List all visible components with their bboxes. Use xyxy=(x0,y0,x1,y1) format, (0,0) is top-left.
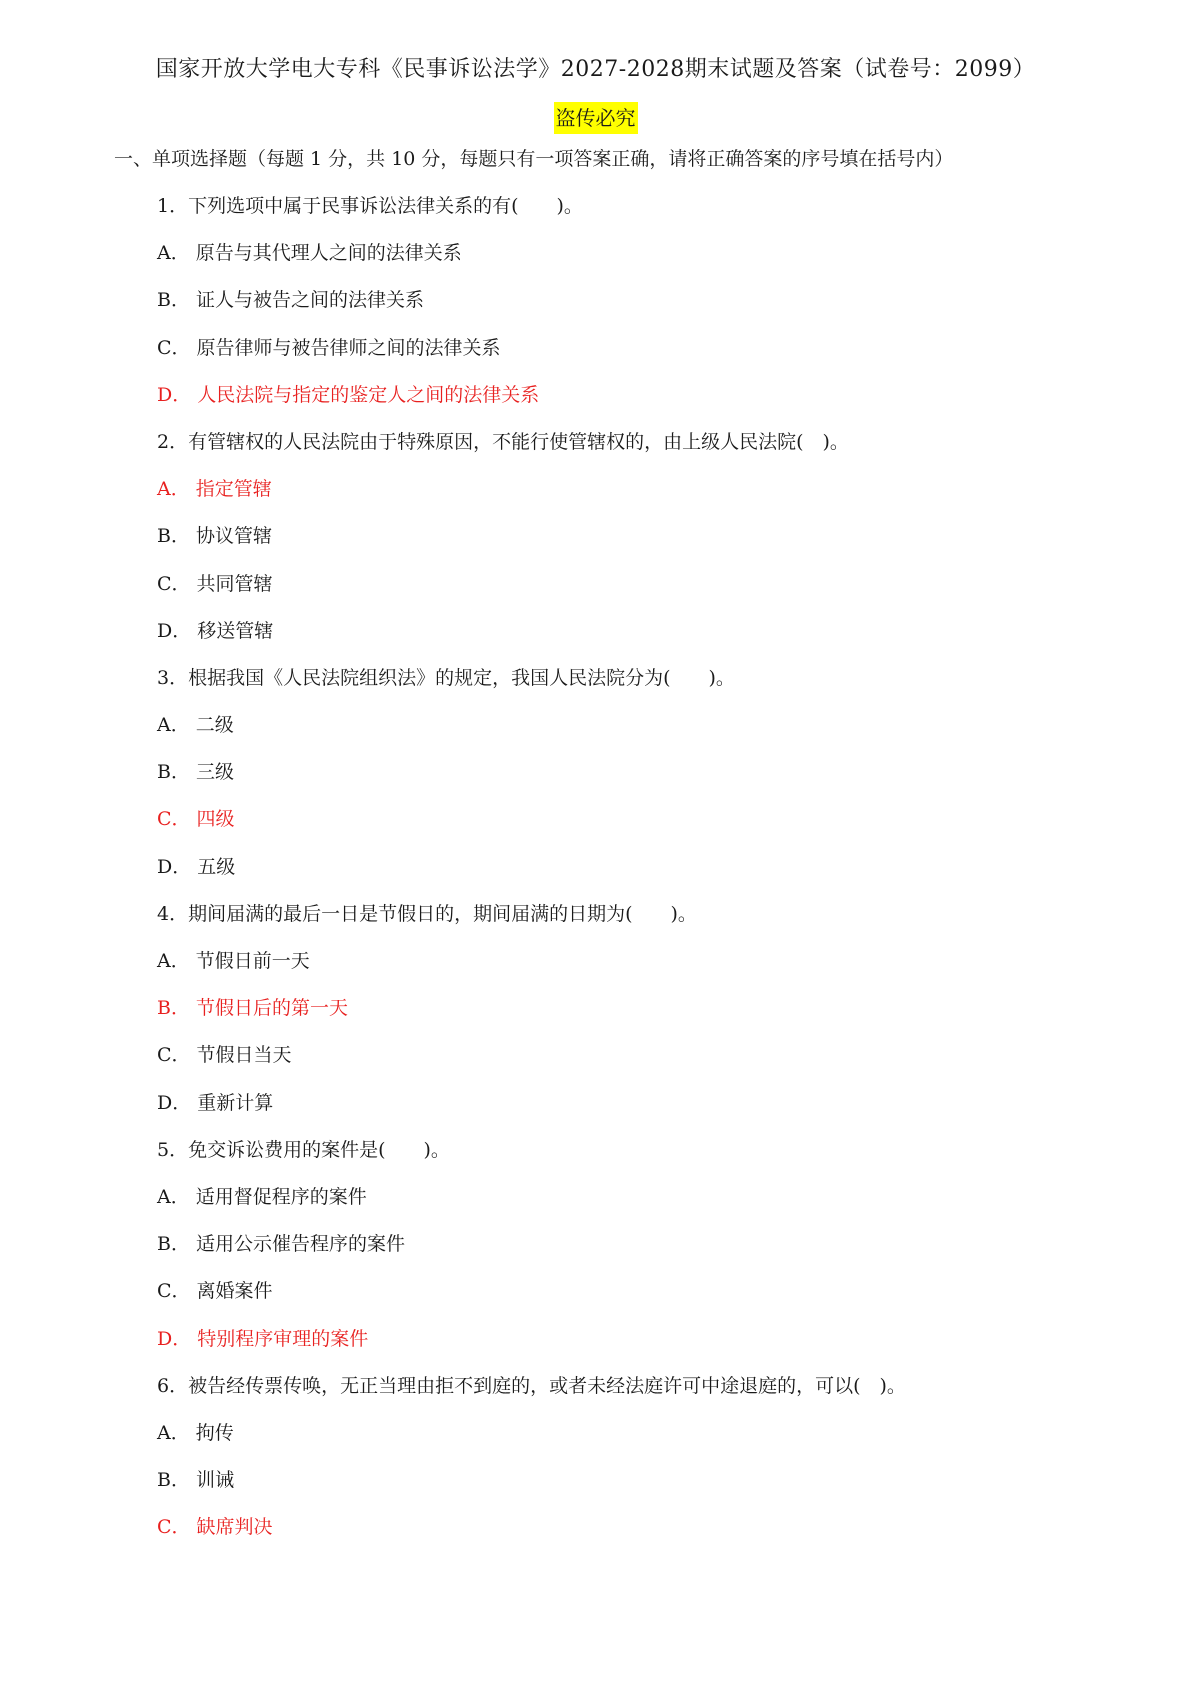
option-line xyxy=(157,1086,1117,1133)
option-line xyxy=(157,283,1117,330)
question-stem: 1．下列选项中属于民事诉讼法律关系的有( )。 xyxy=(157,195,583,217)
option-line xyxy=(157,850,1117,897)
option-label: B． xyxy=(157,289,190,312)
option-text: 移送管辖 xyxy=(197,619,274,642)
section-heading: 一、单项选择题（每题 1 分，共 10 分，每题只有一项答案正确，请将正确答案的序号填在括号内） xyxy=(114,148,954,170)
option-line-correct xyxy=(157,472,1117,519)
option-line xyxy=(157,755,1117,802)
option-text: 共同管辖 xyxy=(196,572,273,595)
option-text: 训诫 xyxy=(195,1469,234,1492)
option-label: B． xyxy=(157,1233,190,1256)
option-line xyxy=(157,708,1117,755)
option-line xyxy=(157,944,1117,991)
option-label: D． xyxy=(157,383,192,406)
option-text: 节假日后的第一天 xyxy=(195,997,348,1020)
question-list xyxy=(157,189,1117,1557)
option-line-correct xyxy=(157,802,1117,849)
option-text: 四级 xyxy=(196,808,235,831)
option-text: 五级 xyxy=(197,855,236,878)
option-label: C． xyxy=(157,1516,191,1539)
option-label: D． xyxy=(157,855,192,878)
option-label: D． xyxy=(157,619,192,642)
option-text: 人民法院与指定的鉴定人之间的法律关系 xyxy=(197,383,540,406)
option-label: B． xyxy=(157,997,190,1020)
option-label: C． xyxy=(157,336,191,359)
option-line xyxy=(157,1038,1117,1085)
option-text: 缺席判决 xyxy=(196,1516,273,1539)
option-line-correct xyxy=(157,991,1117,1038)
option-text: 原告律师与被告律师之间的法律关系 xyxy=(196,336,501,359)
option-line xyxy=(157,1180,1117,1227)
option-line xyxy=(157,567,1117,614)
option-line xyxy=(157,1274,1117,1321)
option-text: 证人与被告之间的法律关系 xyxy=(195,289,424,312)
question-stem: 4．期间届满的最后一日是节假日的，期间届满的日期为( )。 xyxy=(157,902,697,925)
option-text: 拘传 xyxy=(195,1421,234,1444)
option-label: A． xyxy=(157,242,190,265)
option-text: 重新计算 xyxy=(197,1091,274,1114)
option-label: B． xyxy=(157,1469,190,1492)
option-label: C． xyxy=(157,808,191,831)
option-line xyxy=(157,1416,1117,1463)
option-label: B． xyxy=(157,525,190,548)
option-label: A． xyxy=(157,478,190,501)
option-line-correct xyxy=(157,1322,1117,1369)
option-label: D． xyxy=(157,1327,192,1350)
option-label: A． xyxy=(157,1185,190,1208)
option-label: C． xyxy=(157,1280,191,1303)
option-label: C． xyxy=(157,572,191,595)
question-stem: 6．被告经传票传唤，无正当理由拒不到庭的，或者未经法庭许可中途退庭的，可以( )。 xyxy=(157,1374,906,1397)
option-text: 协议管辖 xyxy=(195,525,272,548)
question-stem: 2．有管辖权的人民法院由于特殊原因，不能行使管辖权的，由上级人民法院( )。 xyxy=(157,430,849,453)
option-line xyxy=(157,236,1117,283)
option-label: A． xyxy=(157,714,190,737)
question-stem: 5．免交诉讼费用的案件是( )。 xyxy=(157,1138,450,1161)
option-text: 原告与其代理人之间的法律关系 xyxy=(195,242,462,265)
option-label: B． xyxy=(157,761,190,784)
option-text: 二级 xyxy=(195,714,234,737)
option-line-correct xyxy=(157,1510,1117,1557)
option-text: 指定管辖 xyxy=(195,478,272,501)
option-line xyxy=(157,614,1117,661)
option-line-correct xyxy=(157,378,1117,425)
option-text: 节假日当天 xyxy=(196,1044,292,1067)
option-label: A． xyxy=(157,1421,190,1444)
watermark-highlight: 盗传必究 xyxy=(554,102,638,134)
watermark-row xyxy=(0,102,1191,134)
page-title: 国家开放大学电大专科《民事诉讼法学》2027-2028期末试题及答案（试卷号：2099） xyxy=(155,57,1036,82)
option-text: 节假日前一天 xyxy=(195,950,310,972)
option-text: 特别程序审理的案件 xyxy=(197,1327,369,1350)
option-text: 三级 xyxy=(195,761,234,784)
option-label: A． xyxy=(157,950,190,972)
option-line xyxy=(157,331,1117,378)
option-line xyxy=(157,1463,1117,1510)
option-line xyxy=(157,519,1117,566)
option-text: 离婚案件 xyxy=(196,1280,273,1303)
option-text: 适用公示催告程序的案件 xyxy=(195,1233,405,1256)
question-stem: 3．根据我国《人民法院组织法》的规定，我国人民法院分为( )。 xyxy=(157,666,735,689)
option-label: D． xyxy=(157,1091,192,1114)
option-text: 适用督促程序的案件 xyxy=(195,1185,367,1208)
option-line xyxy=(157,1227,1117,1274)
option-label: C． xyxy=(157,1044,191,1067)
